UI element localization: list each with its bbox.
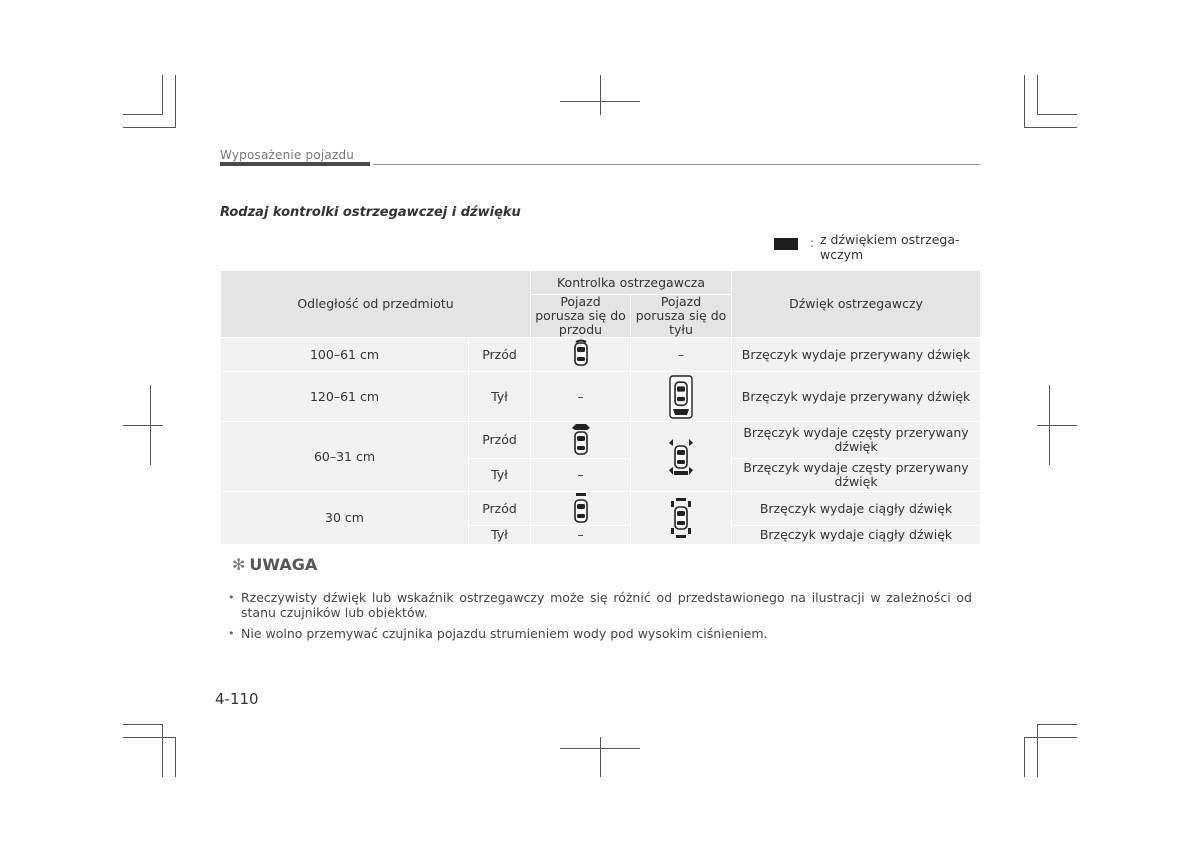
note-list	[228, 590, 972, 647]
crop-mark	[123, 127, 176, 128]
header-rule-dark	[220, 162, 370, 166]
crop-mark	[560, 101, 640, 102]
crop-mark	[162, 725, 163, 777]
forward-indicator-cell	[531, 338, 631, 372]
sound-cell: Brzęczyk wydaje ciągły dźwięk	[732, 526, 981, 545]
crop-mark	[560, 748, 640, 749]
header-rule-light	[373, 164, 980, 165]
sound-cell: Brzęczyk wydaje częsty przerywany dźwięk	[732, 422, 981, 459]
header-indicator: Kontrolka ostrzegawcza	[531, 271, 732, 295]
backward-indicator-cell	[631, 492, 732, 545]
legend-colon: :	[810, 236, 815, 250]
forward-indicator-cell	[531, 422, 631, 459]
forward-indicator-cell: –	[531, 526, 631, 545]
crop-mark	[162, 75, 163, 115]
direction-cell: Przód	[469, 422, 531, 459]
legend-swatch	[774, 238, 798, 250]
direction-cell: Tył	[469, 459, 531, 492]
distance-cell: 30 cm	[221, 492, 469, 545]
header-forward: Pojazd porusza się do przodu	[531, 295, 631, 338]
note-title-text: UWAGA	[249, 555, 318, 574]
backward-indicator-cell	[631, 372, 732, 422]
crop-mark	[1037, 75, 1038, 115]
sound-cell: Brzęczyk wydaje ciągły dźwięk	[732, 492, 981, 526]
section-label: Wyposażenie pojazdu	[220, 148, 355, 162]
car-all-close-sensors-icon	[670, 498, 692, 538]
crop-mark	[1024, 737, 1077, 738]
sound-cell: Brzęczyk wydaje przerywany dźwięk	[732, 338, 981, 372]
car-front-close-sensor-icon	[573, 493, 589, 525]
header-sound: Dźwięk ostrzegawczy	[732, 271, 981, 338]
forward-indicator-cell	[531, 492, 631, 526]
car-front-sensor-icon	[573, 339, 589, 371]
crop-mark	[123, 737, 176, 738]
note-title	[232, 555, 317, 574]
crop-mark	[1037, 114, 1077, 115]
note-item: • Rzeczywisty dźwięk lub wskaźnik ostrzegawczy może się różnić od przedstawionego na ilustracji w zależności od stanu czujników lub obiektów.	[228, 590, 972, 620]
table-row	[221, 372, 981, 422]
header-distance: Odległość od przedmiotu	[221, 271, 531, 338]
header-backward: Pojazd porusza się do tyłu	[631, 295, 732, 338]
legend	[774, 232, 974, 262]
table-row	[221, 492, 981, 526]
car-rear-sensor-icon	[669, 375, 693, 419]
direction-cell: Przód	[469, 338, 531, 372]
distance-cell: 60–31 cm	[221, 422, 469, 492]
warning-table	[220, 270, 981, 545]
distance-cell: 100–61 cm	[221, 338, 469, 372]
backward-indicator-cell: –	[631, 338, 732, 372]
crop-mark	[123, 724, 163, 725]
crop-mark	[600, 75, 601, 115]
distance-cell: 120–61 cm	[221, 372, 469, 422]
table-row	[221, 338, 981, 372]
section-title: Rodzaj kontrolki ostrzegawczej i dźwięku	[220, 205, 521, 220]
car-front-corner-sensors-icon	[570, 423, 592, 457]
crop-mark	[1024, 737, 1025, 777]
crop-mark	[1024, 75, 1025, 127]
backward-indicator-cell	[631, 422, 732, 492]
forward-indicator-cell: –	[531, 459, 631, 492]
page-number: 4-110	[215, 690, 259, 708]
crop-mark	[1024, 127, 1077, 128]
crop-mark	[600, 737, 601, 777]
direction-cell: Przód	[469, 492, 531, 526]
table-row	[221, 422, 981, 459]
crop-mark	[1037, 725, 1038, 777]
running-header	[220, 148, 980, 168]
direction-cell: Tył	[469, 526, 531, 545]
asterisk-icon: ✻	[232, 555, 246, 574]
direction-cell: Tył	[469, 372, 531, 422]
note-item: • Nie wolno przemywać czujnika pojazdu strumieniem wody pod wysokim ciśnieniem.	[228, 626, 972, 641]
crop-mark	[123, 425, 163, 426]
forward-indicator-cell: –	[531, 372, 631, 422]
crop-mark	[1037, 724, 1077, 725]
sound-cell: Brzęczyk wydaje przerywany dźwięk	[732, 372, 981, 422]
sound-cell: Brzęczyk wydaje częsty przerywany dźwięk	[732, 459, 981, 492]
legend-text: z dźwiękiem ostrzega-wczym	[820, 232, 960, 262]
crop-mark	[175, 75, 176, 127]
car-all-sensors-icon	[668, 437, 694, 477]
crop-mark	[123, 114, 163, 115]
crop-mark	[175, 737, 176, 777]
crop-mark	[1037, 425, 1077, 426]
